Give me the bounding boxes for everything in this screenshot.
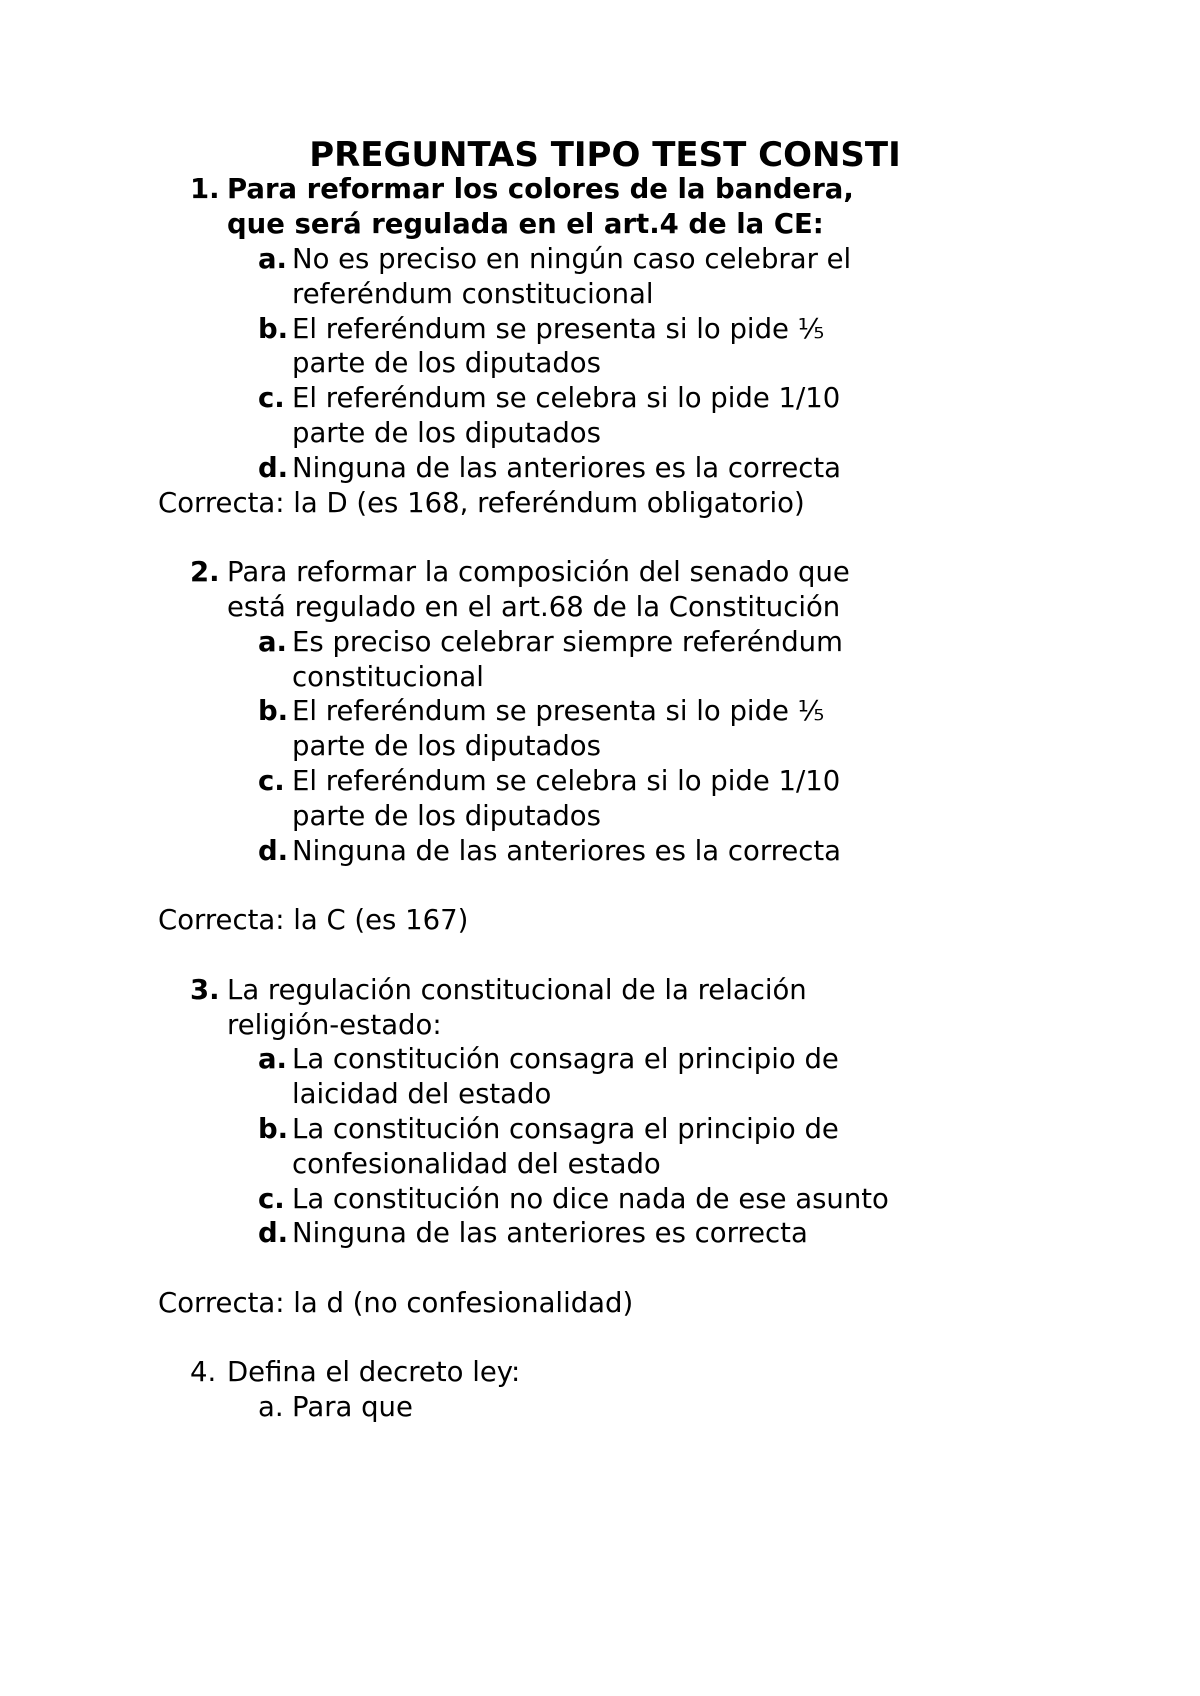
- option-label: d.: [258, 1217, 289, 1250]
- question-text: Para reformar la composición del senado que: [227, 556, 850, 589]
- question-text: religión-estado:: [227, 1008, 442, 1041]
- option-label: d.: [258, 451, 289, 484]
- option-label: c.: [258, 1182, 285, 1215]
- question-text: Para reformar los colores de la bandera,: [227, 173, 854, 206]
- option-label: b.: [258, 1112, 289, 1145]
- option-a: [0, 1042, 1200, 1077]
- option-label: d.: [258, 834, 289, 867]
- answer-text: Correcta: la D (es 168, referéndum obligatorio): [158, 486, 805, 519]
- question-text: La regulación constitucional de la relación: [227, 973, 807, 1006]
- option-text: Ninguna de las anteriores es correcta: [292, 1217, 808, 1250]
- question-number: 4.: [190, 1356, 217, 1389]
- option-text: parte de los diputados: [292, 799, 601, 832]
- question-1: [0, 172, 1200, 207]
- document: [0, 134, 1200, 1425]
- option-text: El referéndum se presenta si lo pide ⅕: [292, 312, 825, 345]
- option-b: [0, 1112, 1200, 1147]
- option-c: [0, 381, 1200, 416]
- option-d: [0, 451, 1200, 486]
- option-label: a.: [258, 1391, 284, 1424]
- answer-text: Correcta: la C (es 167): [158, 904, 469, 937]
- option-text: constitucional: [292, 660, 484, 693]
- answer-text: Correcta: la d (no confesionalidad): [158, 1286, 634, 1319]
- option-text: El referéndum se celebra si lo pide 1/10: [292, 382, 841, 415]
- option-text: parte de los diputados: [292, 730, 601, 763]
- option-d: [0, 834, 1200, 869]
- question-4: [0, 1355, 1200, 1390]
- option-text: Es preciso celebrar siempre referéndum: [292, 625, 843, 658]
- option-label: a.: [258, 242, 288, 275]
- option-label: c.: [258, 382, 285, 415]
- option-text: Ninguna de las anteriores es la correcta: [292, 834, 842, 867]
- option-label: a.: [258, 1043, 288, 1076]
- option-text: referéndum constitucional: [292, 277, 654, 310]
- option-b: [0, 694, 1200, 729]
- option-text: La constitución consagra el principio de: [292, 1112, 839, 1145]
- option-label: b.: [258, 312, 289, 345]
- option-c: [0, 764, 1200, 799]
- option-text: La constitución no dice nada de ese asunto: [292, 1182, 889, 1215]
- option-b: [0, 312, 1200, 347]
- option-label: a.: [258, 625, 288, 658]
- option-text: parte de los diputados: [292, 416, 601, 449]
- question-text: está regulado en el art.68 de la Constitución: [227, 590, 841, 623]
- option-text: No es preciso en ningún caso celebrar el: [292, 242, 852, 275]
- option-text: laicidad del estado: [292, 1078, 552, 1111]
- question-number: 2.: [190, 556, 220, 589]
- option-text: El referéndum se celebra si lo pide 1/10: [292, 764, 841, 797]
- question-number: 3.: [190, 973, 220, 1006]
- option-text: El referéndum se presenta si lo pide ⅕: [292, 695, 825, 728]
- option-text: Para que: [292, 1391, 413, 1424]
- option-a: [0, 1390, 1200, 1425]
- question-number: 1.: [190, 173, 220, 206]
- option-c: [0, 1182, 1200, 1217]
- question-text: Defina el decreto ley:: [227, 1356, 521, 1389]
- option-a: [0, 625, 1200, 660]
- document-title: PREGUNTAS TIPO TEST CONSTI: [309, 134, 901, 175]
- question-text: que será regulada en el art.4 de la CE:: [227, 208, 824, 241]
- question-3: [0, 973, 1200, 1008]
- option-label: c.: [258, 764, 285, 797]
- question-2: [0, 555, 1200, 590]
- option-text: Ninguna de las anteriores es la correcta: [292, 451, 842, 484]
- option-text: confesionalidad del estado: [292, 1147, 661, 1180]
- option-label: b.: [258, 695, 289, 728]
- option-d: [0, 1216, 1200, 1251]
- option-text: parte de los diputados: [292, 347, 601, 380]
- option-a: [0, 242, 1200, 277]
- option-text: La constitución consagra el principio de: [292, 1043, 839, 1076]
